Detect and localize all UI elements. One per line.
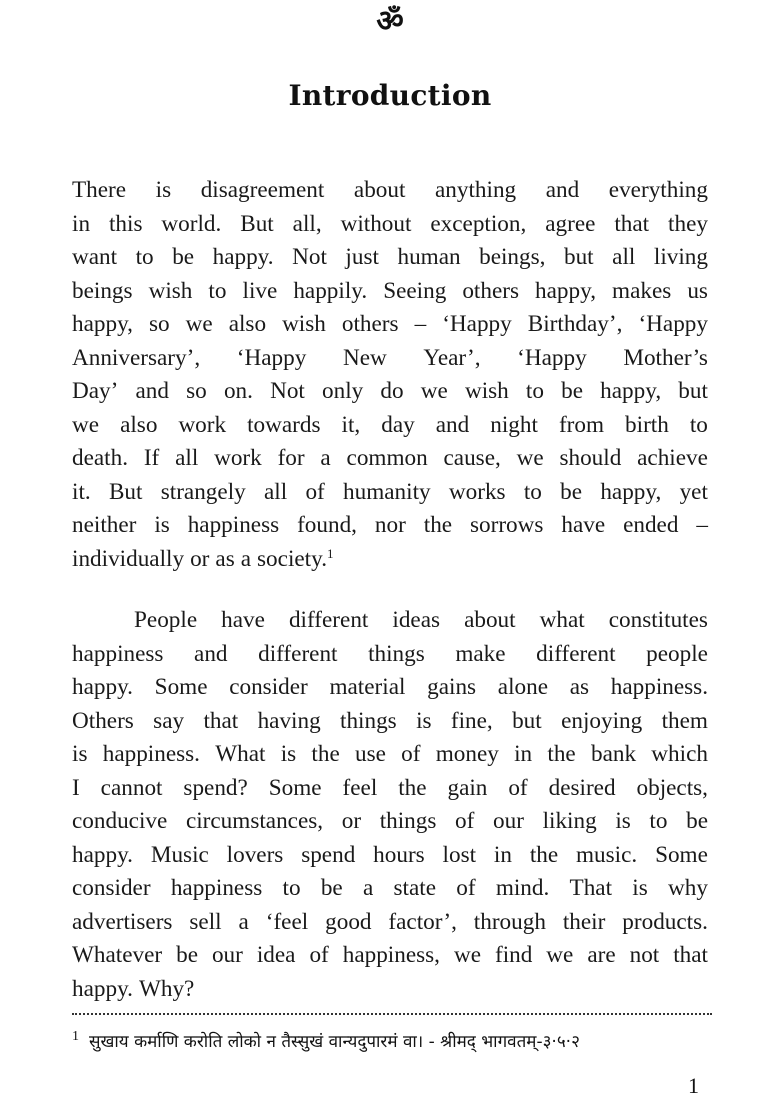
word: advertisers: [72, 908, 173, 935]
word: New: [342, 344, 387, 371]
word: and: [194, 640, 228, 667]
word: Mother’s: [623, 344, 708, 371]
word: so: [148, 311, 170, 337]
word: as: [569, 674, 590, 700]
word: to: [689, 411, 708, 438]
word: it,: [341, 411, 361, 438]
word: a: [240, 545, 252, 572]
paragraph-1-line-9: [72, 442, 708, 476]
word: death.: [72, 445, 129, 471]
word: be: [176, 942, 198, 968]
paragraph-2-line-8: [72, 839, 708, 873]
word: good: [325, 908, 372, 935]
paragraph-1: [72, 174, 708, 576]
word: What: [215, 741, 266, 767]
word: and: [545, 177, 580, 203]
word: I: [72, 774, 80, 801]
word: to: [282, 875, 301, 901]
word: do: [380, 378, 404, 404]
word: or: [190, 545, 210, 572]
paragraph-2-line-4: [72, 705, 708, 739]
word: happy,: [600, 378, 662, 404]
word: through: [473, 908, 546, 935]
word: cause,: [443, 445, 501, 471]
word: Why?: [138, 975, 195, 1002]
word: happiness: [72, 640, 164, 667]
word: happy,: [72, 311, 133, 337]
footnote-reference[interactable]: 1: [327, 545, 334, 561]
word: the: [311, 741, 340, 767]
word: work: [214, 445, 262, 471]
word: not: [629, 942, 660, 968]
word: from: [558, 411, 605, 438]
paragraph-2-line-6: [72, 772, 708, 806]
word: happiness: [170, 875, 263, 901]
word: happy,: [600, 478, 662, 505]
word: and: [435, 411, 470, 438]
word: achieve: [637, 445, 708, 471]
word: enjoying: [561, 707, 643, 734]
paragraph-1-line-5: [72, 308, 708, 342]
word: products.: [622, 908, 708, 935]
word: that: [673, 942, 708, 968]
word: happiness,: [342, 942, 440, 968]
word: sell: [189, 908, 222, 935]
paragraph-1-line-7: [72, 375, 708, 409]
word: our: [493, 808, 524, 834]
word: objects,: [636, 774, 708, 801]
word: we: [420, 378, 448, 404]
word: everything: [608, 177, 708, 203]
word: agree: [545, 210, 596, 237]
word: as: [215, 545, 235, 572]
word: us: [687, 277, 708, 304]
word: be: [560, 478, 583, 505]
word: a: [320, 445, 331, 471]
word: also: [120, 411, 158, 438]
word: sorrows: [470, 512, 544, 538]
paragraph-1-line-4: [72, 275, 708, 309]
word: consider: [229, 674, 308, 700]
word: but: [512, 707, 542, 734]
word: to: [523, 478, 542, 505]
word: happy.: [72, 674, 133, 700]
paragraph-2: [72, 604, 708, 1006]
word: is: [615, 808, 631, 834]
word: alone: [497, 674, 549, 700]
word: happy.: [72, 975, 133, 1002]
word: That: [569, 875, 613, 901]
word: they: [668, 210, 708, 237]
chapter-title: Introduction: [288, 79, 492, 112]
word: is: [154, 512, 170, 538]
paragraph-2-line-5: [72, 738, 708, 772]
word: mind.: [495, 875, 550, 901]
paragraph-1-line-6: [72, 342, 708, 376]
word: happiness: [187, 512, 280, 538]
word: of: [455, 808, 475, 834]
word: happiness.: [102, 741, 200, 767]
word: happiness.: [610, 674, 708, 700]
word: ‘Happy: [517, 344, 587, 371]
paragraph-1-line-3: [72, 241, 708, 275]
word: for: [277, 445, 305, 471]
word: work: [178, 411, 227, 438]
word: is: [72, 741, 88, 767]
word: people: [646, 640, 708, 667]
paragraph-2-line-3: [72, 671, 708, 705]
word: ‘Happy: [442, 311, 512, 337]
word: live: [242, 277, 278, 304]
word: having: [257, 707, 321, 734]
word: Not: [292, 244, 327, 270]
word: state: [393, 875, 436, 901]
word: be: [686, 808, 708, 834]
word: Year’,: [423, 344, 481, 371]
word: is: [632, 875, 648, 901]
word: in: [514, 741, 533, 767]
word: want: [72, 244, 118, 270]
word: so: [186, 378, 207, 404]
word: of: [456, 875, 476, 901]
word: also: [228, 311, 267, 337]
paragraph-2-line-10: [72, 906, 708, 940]
word: happily.: [293, 277, 368, 304]
paragraph-1-line-10: [72, 476, 708, 510]
word: spend?: [183, 774, 248, 801]
word: ‘Happy: [638, 311, 708, 337]
word: things: [379, 808, 437, 834]
word: are: [587, 942, 616, 968]
word: cannot: [100, 774, 163, 801]
word: –: [414, 311, 427, 337]
word: their: [562, 908, 606, 935]
footnote-divider: [72, 1013, 712, 1015]
word: Seeing: [383, 277, 447, 304]
word: Some: [154, 674, 208, 700]
word: humanity: [343, 478, 431, 505]
word: circumstances,: [185, 808, 324, 834]
word: bank: [590, 741, 637, 767]
word: gains: [427, 674, 477, 700]
word: make: [455, 640, 506, 667]
footnote-number: 1: [72, 1029, 79, 1044]
word: others: [341, 311, 399, 337]
word: things: [368, 640, 425, 667]
word: what: [539, 607, 585, 633]
word: –: [696, 512, 708, 538]
word: neither: [72, 512, 137, 538]
word: we: [453, 942, 481, 968]
word: music.: [576, 841, 638, 868]
word: of: [309, 942, 329, 968]
word: hours: [373, 841, 425, 868]
word: Some: [655, 841, 708, 868]
word: But: [240, 210, 274, 237]
word: Whatever: [72, 942, 163, 968]
word: it.: [72, 478, 91, 505]
word: is: [280, 741, 297, 767]
word: different: [536, 640, 616, 667]
word: found,: [297, 512, 357, 538]
word: but: [678, 378, 708, 404]
word: night: [490, 411, 538, 438]
paragraph-2-line-7: [72, 805, 708, 839]
word: money: [435, 741, 499, 767]
word: factor’,: [388, 908, 457, 935]
word: yet: [679, 478, 708, 505]
word: to: [649, 808, 668, 834]
word: Not: [270, 378, 305, 404]
word: we: [546, 942, 574, 968]
word: wish: [282, 311, 326, 337]
word: gain: [447, 774, 488, 801]
word: Some: [268, 774, 322, 801]
paragraph-1-line-11: [72, 509, 708, 543]
word: is: [155, 177, 172, 203]
word: exception,: [430, 210, 527, 237]
word: common: [346, 445, 428, 471]
word: day: [381, 411, 415, 438]
word: a: [362, 875, 374, 901]
word: beings,: [479, 244, 546, 270]
word: If: [143, 445, 160, 471]
word: ended: [623, 512, 679, 538]
word: others: [462, 277, 519, 304]
word: disagreement: [200, 177, 325, 203]
word: that: [203, 707, 239, 734]
word: the: [547, 741, 576, 767]
word: this: [108, 210, 143, 237]
word: should: [559, 445, 622, 471]
word: material: [329, 674, 406, 700]
paragraph-2-line-11: [72, 939, 708, 973]
paragraph-2-line-9: [72, 872, 708, 906]
word: to: [525, 378, 544, 404]
word: we: [72, 411, 100, 438]
word: fine,: [450, 707, 493, 734]
word: idea: [256, 942, 296, 968]
word: conducive: [72, 808, 168, 834]
word: is: [416, 707, 432, 734]
word: all: [264, 478, 288, 505]
word: Music: [150, 841, 209, 868]
word: living: [653, 244, 708, 270]
word: have: [221, 607, 265, 633]
word: But: [108, 478, 143, 505]
paragraph-1-line-1: [72, 174, 708, 208]
word: society.$^1$: [257, 545, 334, 572]
paragraph-2-line-12: [72, 973, 708, 1007]
word: liking: [542, 808, 597, 834]
word: be: [320, 875, 343, 901]
paragraph-1-line-8: [72, 409, 708, 443]
word: our: [211, 942, 243, 968]
word: lovers: [226, 841, 284, 868]
word: happy,: [535, 277, 596, 304]
word: lost: [442, 841, 477, 868]
word: works: [448, 478, 506, 505]
word: happy.: [212, 244, 274, 270]
word: find: [494, 942, 533, 968]
word: nor: [374, 512, 406, 538]
word: individually: [72, 545, 185, 572]
word: or: [341, 808, 362, 834]
word: all,: [292, 210, 322, 237]
word: of: [401, 741, 421, 767]
word: birth: [625, 411, 669, 438]
word: Birthday’,: [527, 311, 623, 337]
word: be: [561, 378, 584, 404]
word: ‘Happy: [236, 344, 307, 371]
word: why: [668, 875, 708, 901]
word: spend: [301, 841, 356, 868]
word: makes: [612, 277, 672, 304]
word: of: [508, 774, 528, 801]
word: in: [72, 210, 91, 237]
word: just: [345, 244, 379, 270]
word: say: [153, 707, 185, 734]
word: strangely: [160, 478, 246, 505]
word: the: [423, 512, 453, 538]
word: we: [516, 445, 544, 471]
paragraph-1-line-12: [72, 543, 708, 577]
word: about: [464, 607, 516, 633]
word: only: [322, 378, 364, 404]
word: Anniversary’,: [72, 344, 201, 371]
word: of: [305, 478, 325, 505]
word: beings: [72, 277, 133, 304]
word: them: [661, 707, 708, 734]
word: on.: [223, 378, 253, 404]
word: ‘feel: [265, 908, 309, 935]
word: desired: [548, 774, 616, 801]
word: the: [398, 774, 427, 801]
word: but: [563, 244, 594, 270]
word: a: [238, 908, 249, 935]
paragraph-2-line-2: [72, 638, 708, 672]
footnote: [72, 1022, 712, 1057]
word: all: [612, 244, 636, 270]
paragraph-1-line-2: [72, 208, 708, 242]
word: things: [340, 707, 397, 734]
word: consider: [72, 875, 151, 901]
word: There: [72, 177, 127, 203]
word: wish: [464, 378, 509, 404]
paragraph-2-line-1: [72, 604, 708, 638]
word: different: [258, 640, 338, 667]
word: about: [353, 177, 406, 203]
word: anything: [435, 177, 517, 203]
word: be: [172, 244, 195, 270]
word: towards: [247, 411, 321, 438]
word: Others: [72, 707, 134, 734]
word: which: [651, 741, 708, 767]
word: and: [135, 378, 169, 404]
word: use: [354, 741, 386, 767]
word: all: [175, 445, 199, 471]
word: Day’: [72, 378, 119, 404]
word: People: [134, 607, 198, 633]
word: feel: [342, 774, 378, 801]
word: happy.: [72, 841, 133, 868]
word: world.: [161, 210, 222, 237]
footnote-text: सुखाय कर्माणि करोति लोको न तैस्सुखं वान्यदुपारमं वा। - श्रीमद् भागवतम्-३·५·२: [89, 1032, 580, 1052]
word: that: [614, 210, 650, 237]
page-number: 1: [688, 1073, 699, 1098]
word: without: [340, 210, 412, 237]
word: to: [208, 277, 227, 304]
word: ideas: [392, 607, 441, 633]
word: to: [135, 244, 154, 270]
word: different: [288, 607, 369, 633]
word: human: [397, 244, 461, 270]
word: we: [185, 311, 213, 337]
om-symbol-icon: ॐ: [376, 4, 404, 39]
word: constitutes: [608, 607, 708, 633]
word: wish: [148, 277, 193, 304]
word: in: [493, 841, 512, 868]
word: have: [561, 512, 606, 538]
word: the: [529, 841, 559, 868]
